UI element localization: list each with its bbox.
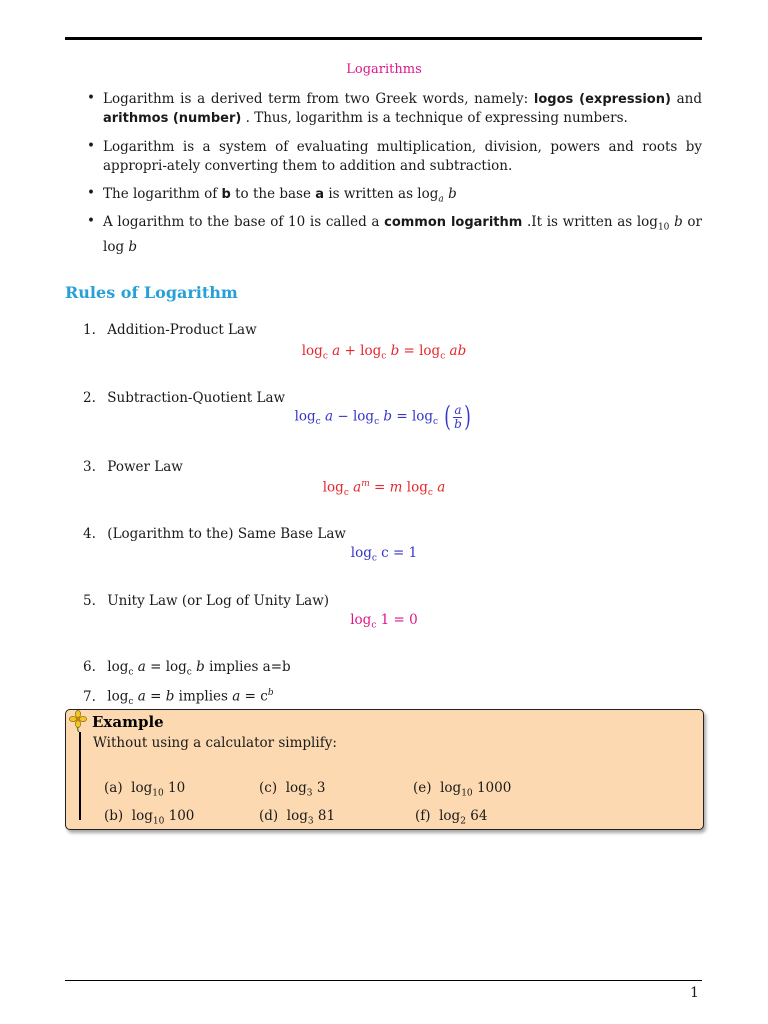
exercise-base: 10 (461, 788, 473, 799)
rule-number: 3. (83, 459, 96, 475)
bullet-greek-origin (87, 90, 702, 128)
log-base: 10 (657, 222, 670, 233)
bullet-dot: • (87, 90, 95, 106)
rule-item (83, 459, 183, 475)
exercise-argument: 64 (470, 808, 488, 824)
exercise-item: (b) $\log_{10} 100$ (104, 808, 195, 827)
rule-label: Unity Law (or Log of Unity Law) (107, 593, 330, 609)
bullet-text: . Thus, logarithm is a technique of expressing numbers. (241, 110, 628, 126)
keyword-logos: logos (expression) (533, 92, 671, 107)
exercise-label: (c) (259, 780, 278, 796)
exercise-label: (b) (104, 808, 124, 824)
bullet-text: and (670, 91, 702, 107)
keyword-arithmos: arithmos (number) (103, 111, 242, 126)
exercise-item: (a) $\log_{10} 10$ (104, 780, 186, 799)
keyword-b: b (221, 187, 231, 202)
example-title: Example (92, 713, 164, 731)
formula-quotient-law: $\log_c a - \log_c b = \log_c$ ( $\frac{a}{b}$ ) (294, 400, 472, 433)
rule-number: 5. (83, 593, 96, 609)
rule-number: 4. (83, 526, 96, 542)
bullet-text: is written as log (324, 186, 439, 202)
bullet-text: or (682, 214, 702, 230)
rule-label: Subtraction-Quotient Law (107, 390, 286, 406)
rule-item: 7. $\log_c a = b$ implies $a = c^b$ (83, 688, 274, 708)
exercise-item: (d) $\log_3 81$ (259, 808, 336, 827)
rule-item: 6. $\log_c a = \log_c b$ implies a=b (83, 659, 291, 678)
rule-item (83, 593, 329, 609)
bullet-common-log (87, 213, 702, 257)
log-text: log (103, 238, 129, 255)
exercise-item: (c) $\log_3 3$ (259, 780, 326, 799)
rule-number: 6. (83, 659, 96, 675)
bullet-dot: • (87, 138, 95, 154)
bullet-text: A logarithm to the base of 10 is called a (103, 214, 385, 230)
bullet-text: The logarithm of (103, 186, 222, 202)
exercise-argument: 10 (168, 780, 186, 796)
rule-label: implies (178, 688, 228, 705)
bullet-text: to the base (230, 186, 316, 202)
bullet-text: Logarithm is a derived term from two Greek words, namely: (103, 91, 534, 107)
rule-item (83, 322, 257, 338)
exercise-label: (f) (415, 808, 431, 824)
bullet-dot: • (87, 185, 95, 201)
rule-label: implies a=b (209, 659, 291, 675)
log-argument: b (448, 186, 457, 202)
bullet-text: Logarithm is a system of evaluating multiplication, division, powers and roots by appropri-ately converting them to addition and subtraction. (103, 139, 702, 174)
log-base: a (438, 194, 444, 205)
exercise-base: 10 (152, 788, 164, 799)
bottom-rule (65, 980, 702, 981)
exercise-label: (a) (104, 780, 123, 796)
exercise-argument: 1000 (476, 780, 512, 796)
page-title: Logarithms (346, 62, 422, 77)
exercise-label: (d) (259, 808, 279, 824)
exercise-item: (e) $\log_{10} 1000$ (413, 780, 512, 799)
rule-label: (Logarithm to the) Same Base Law (107, 526, 346, 542)
rule-label: Addition-Product Law (107, 322, 257, 338)
exercise-label: (e) (413, 780, 432, 796)
exercise-base: 3 (306, 788, 313, 799)
formula-product-law: $\log_c a + \log_c b = \log_c$ ab (301, 343, 467, 362)
example-intro: Without using a calculator simplify: (93, 735, 337, 751)
page-number: 1 (690, 985, 699, 1001)
log-argument: b (128, 238, 138, 255)
exercise-base: 3 (307, 816, 314, 827)
rule-number: 2. (83, 390, 96, 406)
rule-label: Power Law (107, 459, 183, 475)
example-vertical-bar (79, 732, 81, 820)
example-box (65, 709, 704, 830)
bullet-notation (87, 185, 702, 210)
keyword-a: a (315, 187, 325, 202)
exercise-base: 2 (460, 816, 466, 827)
rule-number: 7. (83, 688, 96, 705)
log-argument: b (674, 214, 683, 230)
bullet-text: .It is written as log (522, 214, 658, 230)
rule-item (83, 526, 346, 542)
rule-number: 1. (83, 322, 96, 338)
flower-icon (68, 710, 88, 732)
exercise-argument: 3 (316, 780, 326, 796)
bullet-dot: • (87, 213, 95, 229)
section-title: Rules of Logarithm (65, 283, 238, 302)
formula-power-law: $\log_c a^m = m$ $\log_c a$ (322, 479, 446, 499)
exercise-base: 10 (152, 816, 165, 827)
top-rule (65, 37, 702, 40)
exercise-argument: 100 (168, 808, 195, 824)
bullet-system (87, 138, 702, 176)
exercise-item: (f) $\log_2 64$ (415, 808, 488, 827)
formula-unity-law: $\log_c 1 = 0$ (350, 612, 418, 631)
exercise-argument: 81 (317, 808, 336, 824)
formula-same-base-law: $\log_c c = 1$ (350, 545, 418, 564)
keyword-common-logarithm: common logarithm (384, 215, 523, 230)
